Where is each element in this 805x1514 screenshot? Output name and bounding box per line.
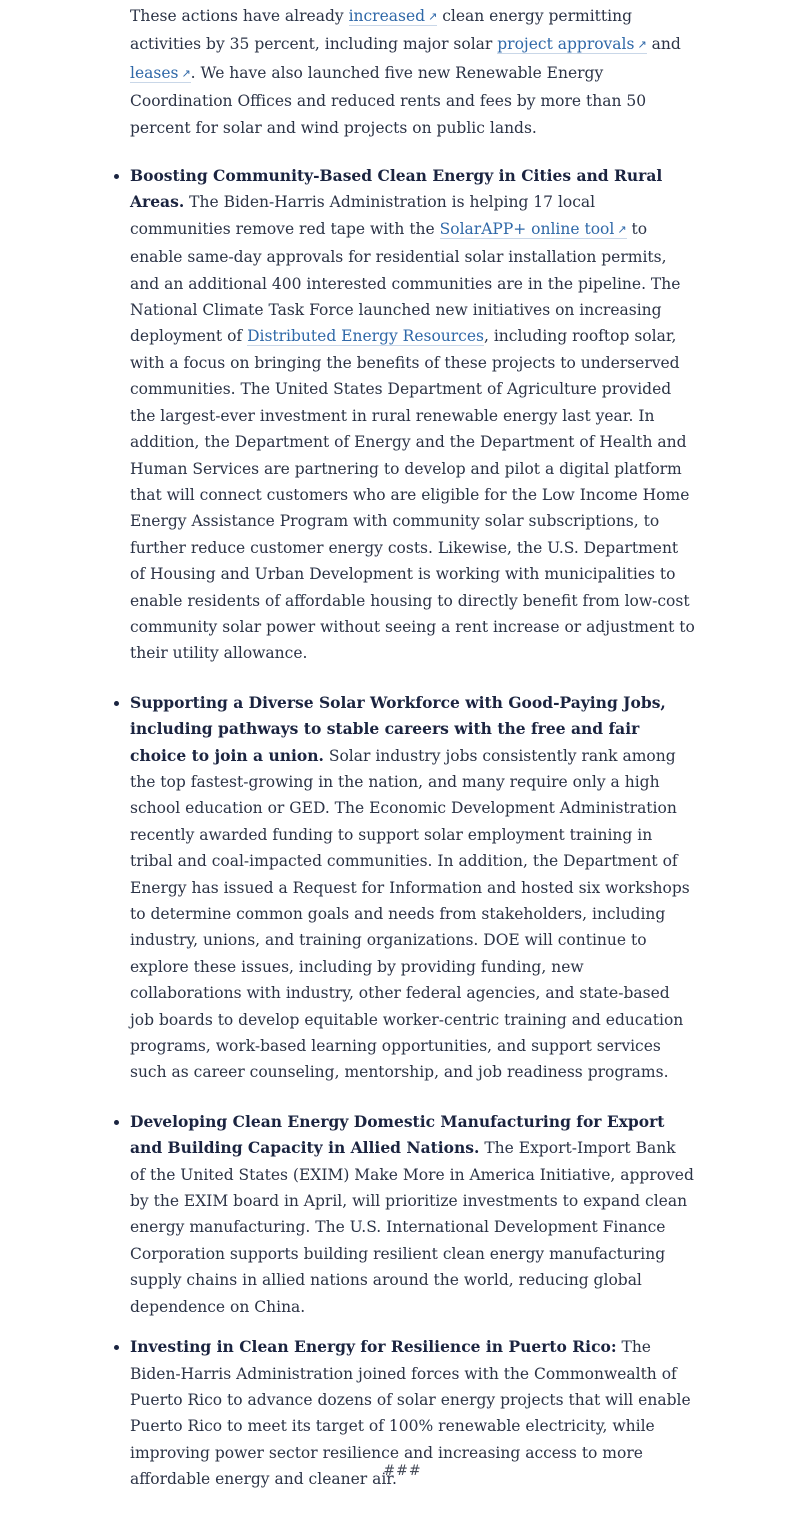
external-link-icon: ↗ (428, 10, 438, 23)
leases-link[interactable] (130, 64, 191, 83)
intro-paragraph (130, 3, 695, 141)
intro-text: . We have also launched five new Renewable Energy Coordination Offices and reduced rents and fees by more than 50 percent for solar and wind projects on public lands. (130, 63, 647, 137)
intro-text: clean energy permitting activities by 35 percent, including major solar (130, 7, 632, 54)
item-heading: Developing Clean Energy Domestic Manufacturing for Export and Building Capacity in Allied Nations. (130, 1111, 665, 1158)
leases-link-label: leases (130, 63, 179, 82)
end-mark: ### (383, 1463, 422, 1479)
item-text: The Export-Import Bank of the United States (EXIM) Make More in America Initiative, approved by the EXIM board in April, will prioritize investments to expand clean energy manufacturing. The U.S. International Development Finance Corporation supports building resilient clean energy manufacturing supply chains in allied nations around the world, reducing global dependence on China. (130, 1139, 694, 1316)
item-text: to enable same-day approvals for residential solar installation permits, and an additional 400 interested communities are in the pipeline. The National Climate Task Force launched new initiatives on increasing deployment of (130, 219, 681, 346)
item-heading: Investing in Clean Energy for Resilience in Puerto Rico: (130, 1337, 617, 1357)
external-link-icon: ↗ (617, 222, 627, 236)
intro-text: and (646, 35, 681, 54)
external-link-icon: ↗ (181, 66, 191, 80)
item-text: The Biden-Harris Administration joined forces with the Commonwealth of Puerto Rico to advance dozens of solar energy projects that will enable Puerto Rico to meet its target of 100% renewable electricity, while improving power sector resilience and increasing access to more affordable energy and cleaner air. (130, 1338, 691, 1489)
article-body (130, 3, 695, 1493)
list-item (130, 690, 695, 1086)
item-text: , including rooftop solar, with a focus on bringing the benefits of these projects to underserved communities. The United States Department of Agriculture provided the largest-ever investment in rural renewable energy last year. In addition, the Department of Energy and the Department of Health and Human Services are partnering to develop and pilot a digital platform that will connect customers who are eligible for the Low Income Home Energy Assistance Program with community solar subscriptions, to further reduce customer energy costs. Likewise, the U.S. Department of Housing and Urban Development is working with municipalities to enable residents of affordable housing to directly benefit from low-cost community solar power without seeing a rent increase or adjustment to their utility allowance. (130, 327, 695, 663)
item-heading: Supporting a Diverse Solar Workforce with Good-Paying Jobs, including pathways to stable careers with the free and fair choice to join a union. (130, 692, 666, 765)
increased-link[interactable] (349, 7, 438, 26)
project-approvals-link-label: project approvals (497, 35, 635, 54)
external-link-icon: ↗ (637, 38, 647, 52)
list-item (130, 163, 695, 667)
solarapp-link[interactable] (440, 220, 627, 239)
initiatives-list (130, 163, 695, 1493)
distributed-energy-resources-link[interactable]: Distributed Energy Resources (247, 327, 484, 346)
project-approvals-link[interactable] (497, 35, 646, 54)
solarapp-link-label: SolarAPP+ online tool (439, 219, 615, 238)
item-text: The Biden-Harris Administration is helping 17 local communities remove red tape with the (130, 193, 596, 238)
item-text: Solar industry jobs consistently rank among the top fastest-growing in the nation, and many require only a high school education or GED. The Economic Development Administration recently awarded funding to support solar employment training in tribal and coal-impacted communities. In addition, the Department of Energy has issued a Request for Information and hosted six workshops to determine common goals and needs from stakeholders, including industry, unions, and training organizations. DOE will continue to explore these issues, including by providing funding, new collaborations with industry, other federal agencies, and state-based job boards to develop equitable worker-centric training and education programs, work-based learning opportunities, and support services such as career counseling, mentorship, and job readiness programs. (130, 746, 690, 1082)
intro-text: These actions have already (130, 7, 349, 25)
increased-link-label: increased (348, 7, 426, 25)
item-heading: Boosting Community-Based Clean Energy in Cities and Rural Areas. (130, 166, 663, 212)
list-item (130, 1109, 695, 1320)
